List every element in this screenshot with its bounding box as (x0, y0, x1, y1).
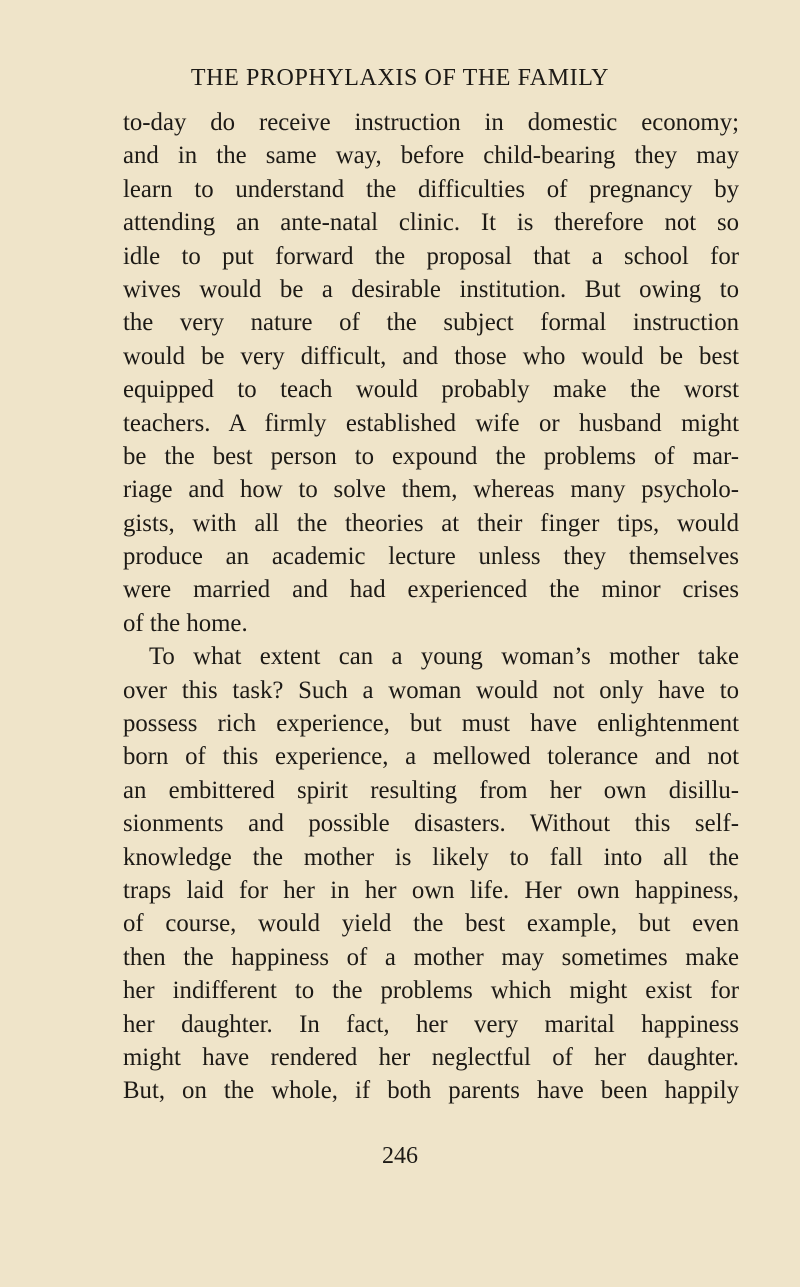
text-line: born of this experience, a mellowed tolerance and not (123, 743, 739, 771)
text-line: learn to understand the difficulties of pregnancy by (123, 175, 739, 203)
text-line: of course, would yield the best example, but even (123, 910, 739, 938)
text-line: over this task? Such a woman would not only have to (123, 676, 739, 704)
text-line: But, on the whole, if both parents have been happily (123, 1077, 739, 1105)
text-line: her indifferent to the problems which might exist for (123, 977, 739, 1005)
text-line: To what extent can a young woman’s mother take (149, 643, 739, 671)
text-line: gists, with all the theories at their finger tips, would (123, 509, 739, 537)
text-line: idle to put forward the proposal that a school for (123, 242, 739, 270)
text-line: would be very difficult, and those who would be best (123, 342, 739, 370)
text-line: knowledge the mother is likely to fall into all the (123, 843, 739, 871)
text-line: were married and had experienced the minor crises (123, 576, 739, 604)
text-line: sionments and possible disasters. Without this self- (123, 810, 739, 838)
text-line: traps laid for her in her own life. Her own happiness, (123, 876, 739, 904)
text-line: her daughter. In fact, her very marital happiness (123, 1010, 739, 1038)
text-line: attending an ante-natal clinic. It is therefore not so (123, 209, 739, 237)
body-text (123, 106, 739, 1108)
text-line: might have rendered her neglectful of her daughter. (123, 1043, 739, 1071)
text-line: of the home. (123, 609, 248, 637)
text-line: teachers. A firmly established wife or husband might (123, 409, 739, 437)
text-line: riage and how to solve them, whereas many psycholo- (123, 476, 739, 504)
page-number: 246 (382, 1143, 418, 1169)
text-line: then the happiness of a mother may sometimes make (123, 943, 739, 971)
text-line: possess rich experience, but must have enlightenment (123, 710, 739, 738)
text-line: produce an academic lecture unless they themselves (123, 543, 739, 571)
text-line: the very nature of the subject formal instruction (123, 309, 739, 337)
text-line: wives would be a desirable institution. But owing to (123, 275, 739, 303)
text-line: be the best person to expound the problems of mar- (123, 442, 739, 470)
text-line: and in the same way, before child-bearing they may (123, 142, 739, 170)
running-head: THE PROPHYLAXIS OF THE FAMILY (190, 65, 610, 91)
text-line: an embittered spirit resulting from her own disillu- (123, 776, 739, 804)
text-line: equipped to teach would probably make the worst (123, 376, 739, 404)
text-line: to-day do receive instruction in domestic economy; (123, 109, 739, 136)
